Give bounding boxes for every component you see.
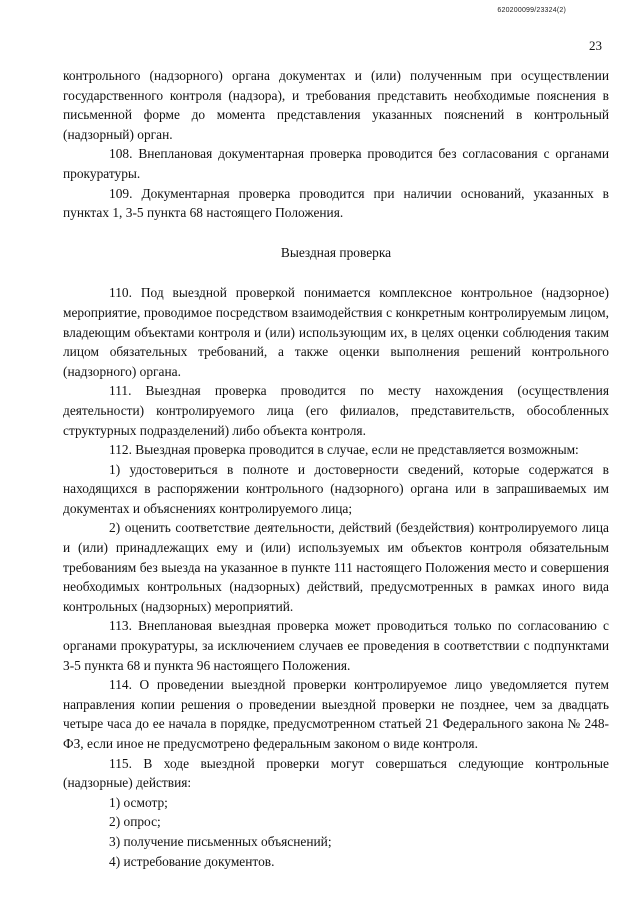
section-heading: Выездная проверка	[280, 244, 392, 260]
paragraph-115: 115. В ходе выездной проверки могут совершаться следующие контрольные (надзорные) действия:	[63, 755, 609, 791]
page-number: 23	[589, 38, 602, 53]
document-id: 620200099/23324(2)	[497, 7, 566, 14]
paragraph-110: 110. Под выездной проверкой понимается комплексное контрольное (надзорное) мероприятие, проводимое посредством взаимодействия с конкретным контролируемым лицом, владеющим объектами контроля и (или) использующим их, в целях оценки соблюдения таким лицом обязательных требований, а также оценки выполнения решений контрольного (надзорного) органа.	[63, 285, 609, 379]
paragraph-113: 113. Внеплановая выездная проверка может проводиться только по согласованию с органами прокуратуры, за исключением случаев ее проведения в соответствии с подпунктами 3-5 пункта 68 и пункта 96 настоящего Положения.	[63, 618, 609, 673]
list-item: 4) истребование документов.	[109, 853, 275, 869]
list-item: 1) осмотр;	[109, 794, 168, 810]
paragraph-continuation: контрольного (надзорного) органа документах и (или) полученным при осуществлении государственного контроля (надзора), и требования представить необходимые пояснения в письменной форме до момента представления указанных пояснений в контрольный (надзорный) орган.	[63, 68, 609, 142]
document-body	[63, 66, 609, 871]
paragraph-109: 109. Документарная проверка проводится при наличии оснований, указанных в пунктах 1, 3-5 пункта 68 настоящего Положения.	[63, 185, 609, 221]
paragraph-112-item-2: 2) оценить соответствие деятельности, действий (бездействия) контролируемого лица и (или) принадлежащих ему и (или) используемых им объектов контроля обязательным требованиям без выезда на указанное в пункте 111 настоящего Положения место и совершения необходимых контрольных (надзорных) действий, предусмотренных в рамках иного вида контрольных (надзорных) мероприятий.	[63, 520, 609, 614]
list-item: 3) получение письменных объяснений;	[109, 833, 332, 849]
paragraph-108: 108. Внеплановая документарная проверка проводится без согласования с органами прокуратуры.	[63, 146, 609, 181]
paragraph-112-item-1: 1) удостовериться в полноте и достоверности сведений, которые содержатся в находящихся в распоряжении контрольного (надзорного) органа или в запрашиваемых им документах и объяснениях контролируемого лица;	[63, 461, 609, 516]
paragraph-112: 112. Выездная проверка проводится в случае, если не представляется возможным:	[109, 442, 579, 458]
paragraph-111: 111. Выездная проверка проводится по месту нахождения (осуществления деятельности) контролируемого лица (его филиалов, представительств, обособленных структурных подразделений) либо объекта контроля.	[63, 383, 609, 438]
paragraph-114: 114. О проведении выездной проверки контролируемое лицо уведомляется путем направления копии решения о проведении выездной проверки не позднее, чем за двадцать четыре часа до ее начала в порядке, предусмотренном статьей 21 Федерального закона № 248-ФЗ, если иное не предусмотрено федеральным законом о виде контроля.	[63, 677, 609, 751]
list-item: 2) опрос;	[109, 814, 161, 830]
